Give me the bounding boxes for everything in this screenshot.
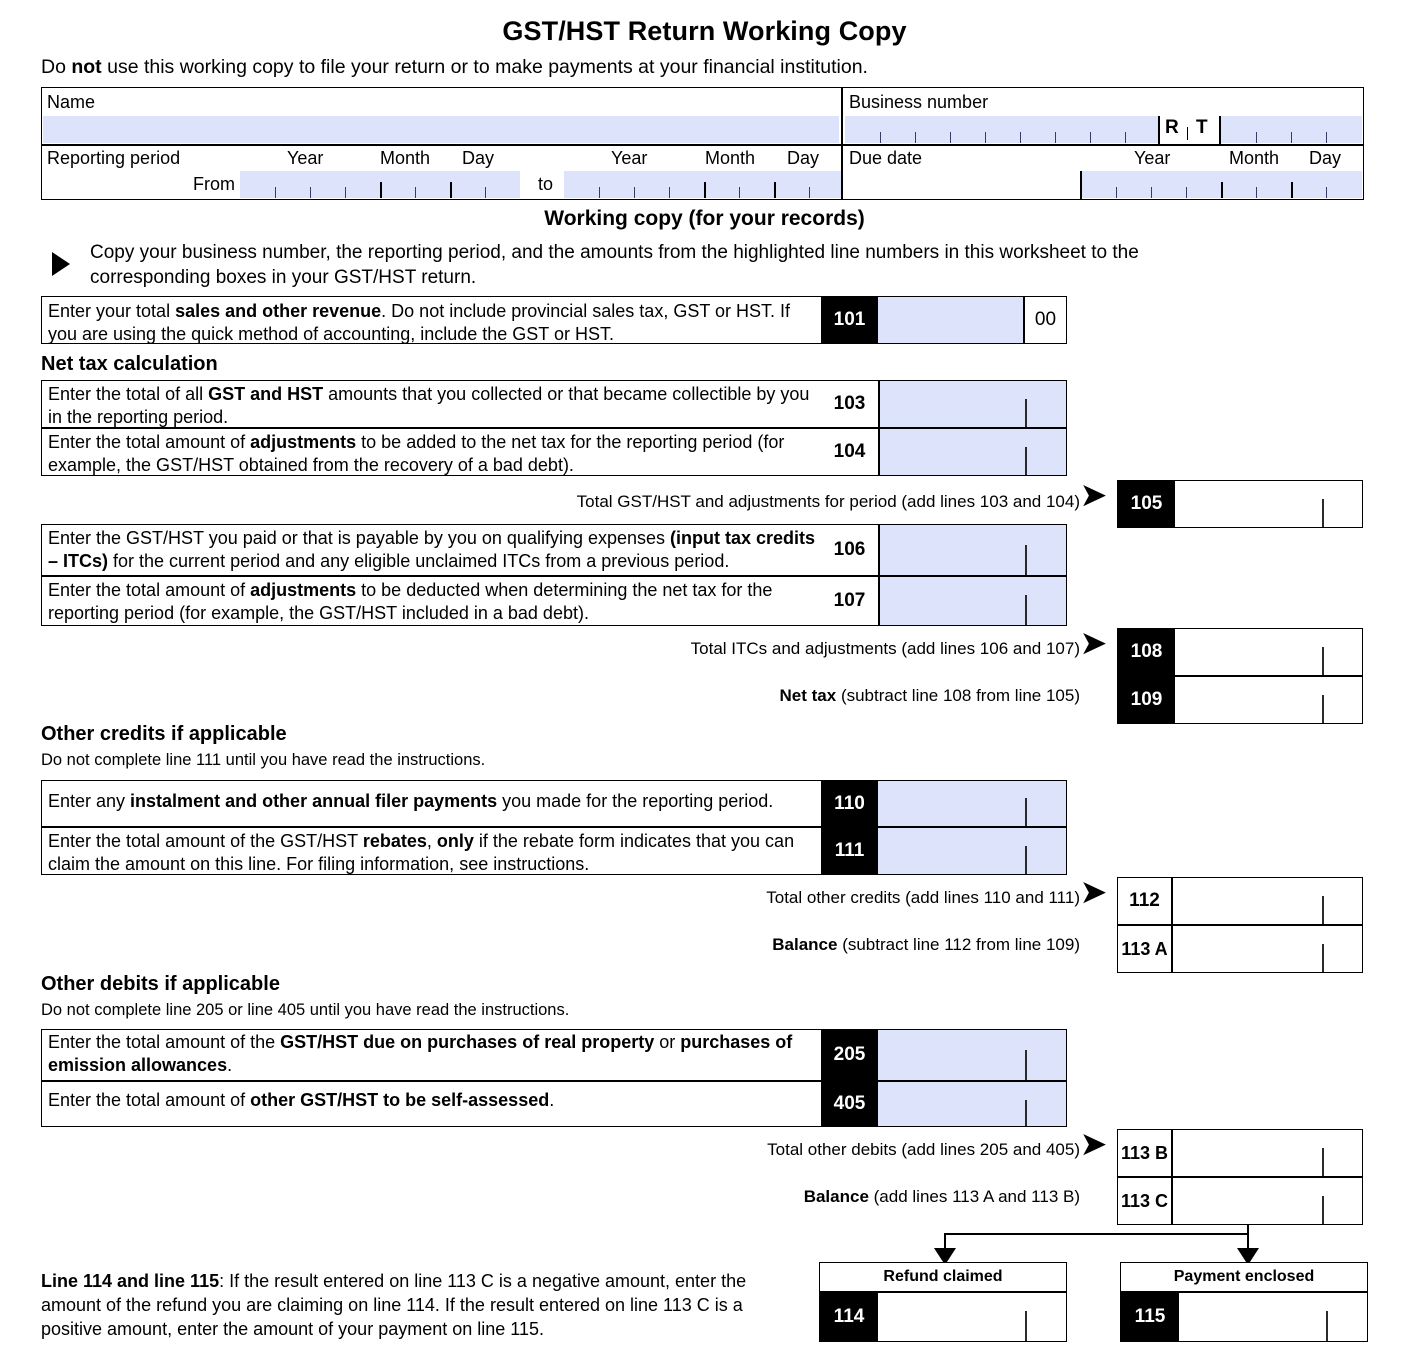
line-112-number: 112 (1118, 878, 1171, 924)
line-113c-amount-input[interactable] (1173, 1178, 1362, 1224)
due-month-label: Month (1229, 148, 1280, 168)
bn-tick (1020, 132, 1021, 143)
line-109-amount-input[interactable] (1175, 677, 1362, 723)
arrow-right-icon: ➤ (1081, 876, 1107, 909)
t: . (549, 1090, 555, 1110)
line-109-cent-tick (1322, 695, 1324, 723)
bn-ref-tick (1326, 132, 1327, 143)
bn-rt-divider-left (1158, 116, 1160, 144)
t: or (654, 1032, 681, 1052)
t: adjustments (250, 580, 357, 600)
due-date-left-sep (1080, 171, 1082, 199)
bn-ref-tick (1291, 132, 1292, 143)
due-tick (1116, 187, 1117, 198)
line-107-number: 107 (821, 577, 878, 625)
line-110-description (48, 790, 816, 813)
line-105-amount-input[interactable] (1175, 481, 1362, 527)
line-113a-number: 113 A (1118, 926, 1171, 972)
line-107-cent-tick (1025, 595, 1027, 625)
t: other GST/HST to be self-assessed (250, 1090, 550, 1110)
t: Enter the GST/HST you paid or that is payable by you on qualifying expenses (48, 528, 671, 548)
t: instalment and other annual filer payments (130, 791, 498, 811)
bn-tick (1090, 132, 1091, 143)
line-104-description (48, 431, 816, 476)
due-date-label: Due date (849, 148, 923, 168)
line-115-cent-tick (1326, 1311, 1328, 1341)
to-month-label: Month (705, 148, 756, 168)
line-110-cent-tick (1025, 798, 1027, 826)
t: Enter the total amount of (48, 580, 251, 600)
line-108-cent-tick (1322, 647, 1324, 675)
from-label: From (193, 174, 235, 194)
t: Enter the total of all (48, 384, 209, 404)
line-205-description (48, 1031, 816, 1076)
line-112-caption (500, 888, 1080, 908)
line-114-amount-input[interactable] (878, 1293, 1066, 1341)
line-113a-caption-bold: Balance (772, 935, 843, 954)
to-month-sep (704, 182, 706, 198)
line-405-description (48, 1089, 816, 1112)
line-108-number: 108 (1118, 629, 1175, 675)
notice-pre: Do (41, 56, 72, 78)
t: (input tax credits – ITCs) (48, 528, 816, 571)
t: GST/HST due on purchases of real property (280, 1032, 655, 1052)
line-114-number: 114 (820, 1293, 878, 1341)
line-112-cent-tick (1322, 896, 1324, 924)
t: if the rebate form indicates that you can claim the amount on this line. For filing information, see instructions. (48, 831, 795, 874)
t: you made for the reporting period. (497, 791, 774, 811)
to-label: to (538, 174, 554, 194)
from-tick (310, 187, 311, 198)
do-not-use-notice (41, 56, 868, 79)
line-113a-amount-input[interactable] (1173, 926, 1362, 972)
line-113b-number: 113 B (1118, 1130, 1171, 1176)
due-year-label: Year (1134, 148, 1171, 168)
due-tick (1186, 187, 1187, 198)
line-106-description (48, 527, 816, 572)
name-input[interactable] (43, 116, 839, 143)
to-tick (634, 187, 635, 198)
line-101-cents: 00 (1034, 309, 1057, 330)
from-tick (275, 187, 276, 198)
arrow-right-icon: ➤ (1081, 627, 1107, 660)
line-115-amount-input[interactable] (1179, 1293, 1367, 1341)
from-tick (415, 187, 416, 198)
line-104-cent-tick (1025, 447, 1027, 475)
t: Enter any (48, 791, 131, 811)
to-tick (739, 187, 740, 198)
line-114-115-instructions (41, 1270, 801, 1342)
line-205-amount-input[interactable] (878, 1030, 1066, 1080)
line-111-number: 111 (821, 828, 878, 874)
section-net-tax-calculation: Net tax calculation (41, 353, 218, 375)
line-108-caption-text: Total ITCs and adjustments (add lines 106 and 107) (690, 639, 1080, 658)
bn-program-t-label: T (1196, 117, 1208, 138)
line-109-caption-text: (subtract line 108 from line 105) (840, 686, 1080, 705)
line-111-amount-input[interactable] (878, 828, 1066, 874)
t: Enter your total (48, 301, 176, 321)
line-112-caption-text: Total other credits (add lines 110 and 111) (766, 888, 1080, 907)
t: to be added to the net tax for the reporting period (for example, the GST/HST obtained from the recovery of a bad debt). (48, 432, 785, 475)
other-credits-note: Do not complete line 111 until you have read the instructions. (41, 751, 486, 769)
bn-tick (985, 132, 986, 143)
due-tick (1256, 187, 1257, 198)
arrow-right-icon: ➤ (1081, 1128, 1107, 1161)
to-year-label: Year (611, 148, 648, 168)
footer-text: : If the result entered on line 113 C is a negative amount, enter the amount of the refund you are claiming on line 114. If the result entered on line 113 C is a positive amount, enter the amount of your payment on line 115. (41, 1271, 747, 1339)
line-405-cent-tick (1025, 1100, 1027, 1126)
line-405-amount-input[interactable] (878, 1082, 1066, 1126)
line-110-amount-input[interactable] (878, 781, 1066, 826)
name-label: Name (47, 92, 96, 112)
line-105-caption-text: Total GST/HST and adjustments for period (add lines 103 and 104) (576, 492, 1080, 511)
to-day-sep (774, 182, 776, 198)
line-113c-caption (500, 1187, 1080, 1207)
business-number-label: Business number (849, 92, 989, 112)
line-112-amount-input[interactable] (1173, 878, 1362, 924)
line-113c-cent-tick (1322, 1196, 1324, 1224)
bn-tick (915, 132, 916, 143)
t: purchases of emission allowances (48, 1032, 793, 1075)
line-109-caption (520, 686, 1080, 706)
to-tick (669, 187, 670, 198)
line-115-number: 115 (1121, 1293, 1179, 1341)
t: rebates (362, 831, 427, 851)
id-horizontal-divider (41, 144, 1364, 146)
t: Enter the total amount of the (48, 1032, 281, 1052)
reporting-to-input[interactable] (564, 171, 841, 198)
working-copy-heading: Working copy (for your records) (544, 207, 865, 230)
line-107-description (48, 579, 816, 624)
line-104-number: 104 (821, 429, 878, 475)
t: only (436, 831, 474, 851)
t: . (227, 1054, 233, 1075)
t: , (426, 831, 437, 851)
line-107-amount-input[interactable] (880, 577, 1066, 625)
refund-claimed-header: Refund claimed (819, 1262, 1067, 1292)
page-title: GST/HST Return Working Copy (502, 16, 907, 46)
line-113b-cent-tick (1322, 1148, 1324, 1176)
due-month-sep (1221, 182, 1223, 198)
bn-tick (950, 132, 951, 143)
connector-horizontal (944, 1233, 1249, 1235)
bn-tick (1055, 132, 1056, 143)
from-day-label: Day (462, 148, 495, 168)
to-day-label: Day (787, 148, 820, 168)
line-105-number: 105 (1118, 481, 1175, 527)
reporting-period-label: Reporting period (47, 148, 181, 168)
other-debits-note: Do not complete line 205 or line 405 until you have read the instructions. (41, 1001, 570, 1019)
from-year-label: Year (287, 148, 324, 168)
arrow-right-icon: ➤ (1081, 479, 1107, 512)
line-111-cent-tick (1025, 846, 1027, 874)
due-day-label: Day (1309, 148, 1342, 168)
line-110-number: 110 (821, 781, 878, 826)
line-106-amount-input[interactable] (880, 525, 1066, 575)
line-103-cent-tick (1025, 399, 1027, 427)
business-number-input[interactable] (845, 116, 1158, 143)
line-104-amount-input[interactable] (880, 429, 1066, 475)
line-105-cent-tick (1322, 499, 1324, 527)
payment-enclosed-header: Payment enclosed (1120, 1262, 1368, 1292)
line-109-number: 109 (1118, 677, 1175, 723)
line-205-cent-tick (1025, 1050, 1027, 1080)
t: GST and HST (208, 384, 324, 404)
notice-post: use this working copy to file your return or to make payments at your financial institution. (101, 56, 868, 78)
notice-bold: not (71, 56, 102, 78)
line-108-amount-input[interactable] (1175, 629, 1362, 675)
identification-table (41, 87, 1364, 200)
line-111-description (48, 830, 816, 875)
bn-ref-tick (1256, 132, 1257, 143)
due-tick (1151, 187, 1152, 198)
line-113a-caption (500, 935, 1080, 955)
triangle-bullet-icon (52, 252, 70, 276)
to-tick (809, 187, 810, 198)
bn-tick (880, 132, 881, 143)
line-113b-caption (500, 1140, 1080, 1160)
due-tick (1326, 187, 1327, 198)
line-106-number: 106 (821, 525, 878, 575)
t: for the current period and any eligible unclaimed ITCs from a previous period. (108, 550, 730, 571)
line-405-number: 405 (821, 1082, 878, 1126)
t: amounts that you collected or that became collectible by you in the reporting period. (48, 384, 810, 427)
t: . Do not include provincial sales tax, GST or HST. If you are using the quick method of accounting, include the GST or HST. (48, 301, 791, 344)
from-tick (485, 187, 486, 198)
t: Enter the total amount of (48, 1090, 251, 1110)
line-106-cent-tick (1025, 545, 1027, 575)
line-113b-amount-input[interactable] (1173, 1130, 1362, 1176)
bn-rt-tick (1187, 127, 1188, 140)
bn-tick (1125, 132, 1126, 143)
t: to be deducted when determining the net tax for the reporting period (for example, the GST/HST included in a bad debt). (48, 580, 773, 623)
from-month-label: Month (380, 148, 431, 168)
line-101-amount-input[interactable] (878, 297, 1023, 343)
line-113c-caption-bold: Balance (803, 1187, 874, 1206)
footer-bold-lead: Line 114 and line 115 (41, 1271, 220, 1291)
from-tick (345, 187, 346, 198)
line-113a-caption-text: (subtract line 112 from line 109) (842, 935, 1080, 954)
t: sales and other revenue (175, 301, 382, 321)
line-101-number: 101 (821, 297, 878, 343)
t: Enter the total amount of the GST/HST (48, 831, 363, 851)
line-113c-caption-text: (add lines 113 A and 113 B) (873, 1187, 1080, 1206)
from-day-sep (450, 182, 452, 198)
line-105-caption (520, 492, 1080, 512)
t: adjustments (250, 432, 357, 452)
line-103-number: 103 (821, 381, 878, 427)
from-month-sep (380, 182, 382, 198)
line-109-caption-bold: Net tax (779, 686, 841, 705)
line-108-caption (520, 639, 1080, 659)
due-day-sep (1291, 182, 1293, 198)
line-101-description (48, 300, 816, 345)
line-205-number: 205 (821, 1030, 878, 1080)
section-other-debits: Other debits if applicable (41, 973, 280, 995)
section-other-credits: Other credits if applicable (41, 723, 287, 745)
instruction-text: Copy your business number, the reporting period, and the amounts from the highlighted line numbers in this worksheet to the corresponding boxes in your GST/HST return. (90, 242, 1139, 288)
line-114-cent-tick (1025, 1311, 1027, 1341)
line-103-amount-input[interactable] (880, 381, 1066, 427)
line-113a-cent-tick (1322, 944, 1324, 972)
line-113b-caption-text: Total other debits (add lines 205 and 405) (767, 1140, 1080, 1159)
line-103-description (48, 383, 816, 428)
bn-program-r-label: R (1165, 117, 1179, 138)
to-tick (599, 187, 600, 198)
line-113c-number: 113 C (1118, 1178, 1171, 1224)
t: Enter the total amount of (48, 432, 251, 452)
